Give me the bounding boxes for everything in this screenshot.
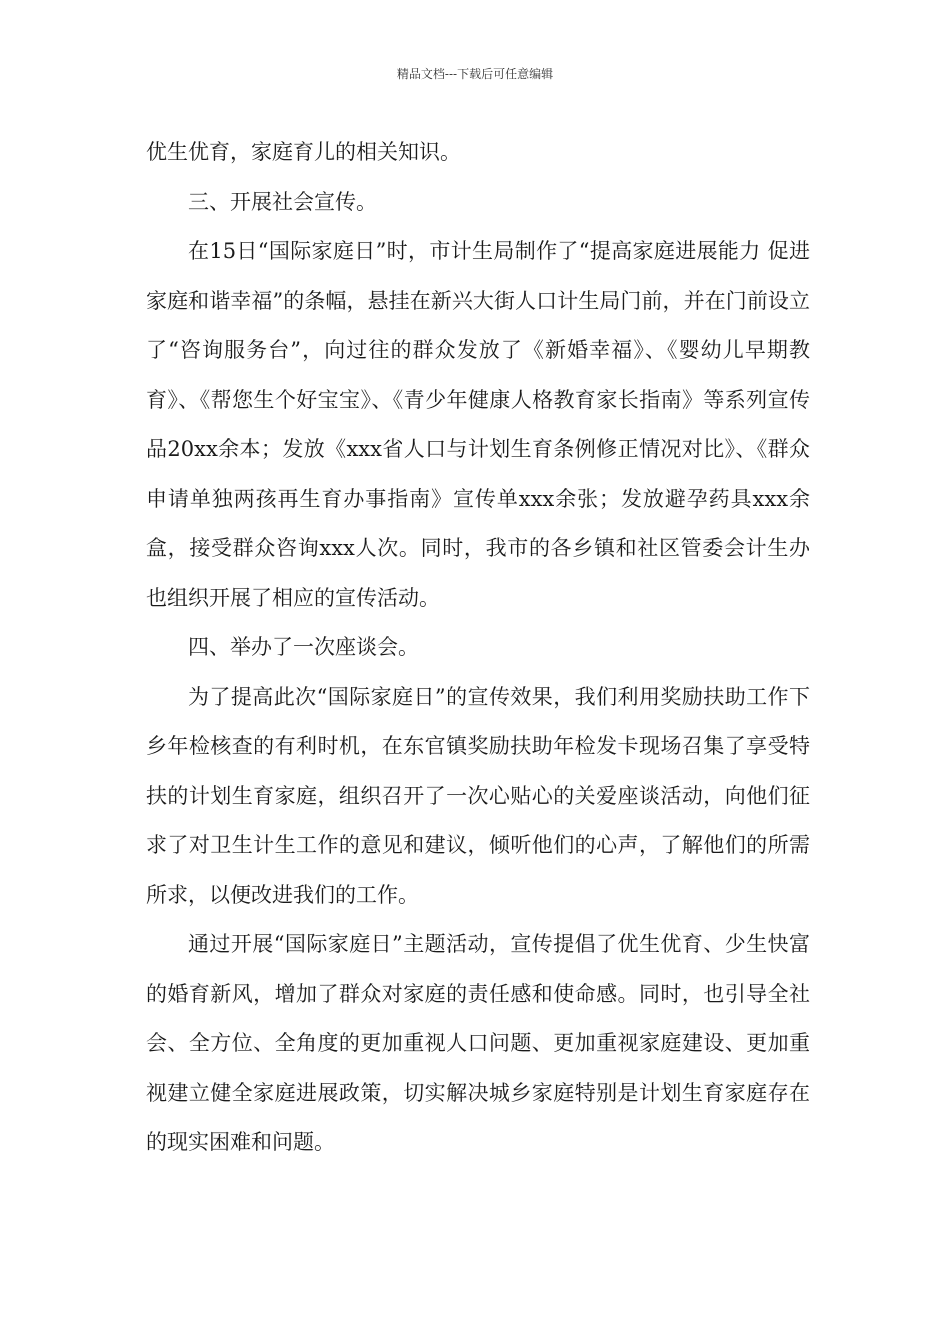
document-body (146, 128, 810, 1168)
paragraph-summary: 通过开展“国际家庭日”主题活动，宣传提倡了优生优育、少生快富的婚育新风，增加了群众对家庭的责任感和使命感。同时，也引导全社会、全方位、全角度的更加重视人口问题、更加重视家庭建设、更加重视建立健全家庭进展政策，切实解决城乡家庭特别是计划生育家庭存在的现实困难和问题。 (146, 932, 810, 1154)
section-heading-4: 四、举办了一次座谈会。 (188, 635, 419, 659)
paragraph-publicity: 在15日“国际家庭日”时，市计生局制作了“提高家庭进展能力 促进家庭和谐幸福”的条幅，悬挂在新兴大街人口计生局门前，并在门前设立了“咨询服务台”，向过往的群众发放了《新婚幸福》、《婴幼儿早期教育》、《帮您生个好宝宝》、《青少年健康人格教育家长指南》等系列宣传品20xx余本；发放《xxx省人口与计划生育条例修正情况对比》、《群众申请单独两孩再生育办事指南》宣传单xxx余张；发放避孕药具xxx余盒，接受群众咨询xxx人次。同时，我市的各乡镇和社区管委会计生办也组织开展了相应的宣传活动。 (146, 239, 810, 610)
section-heading-3: 三、开展社会宣传。 (188, 189, 377, 214)
paragraph-continuation: 优生优育，家庭育儿的相关知识。 (146, 140, 461, 164)
page-header: 精品文档---下载后可任意编辑 (396, 67, 554, 81)
paragraph-symposium: 为了提高此次“国际家庭日”的宣传效果，我们利用奖励扶助工作下乡年检核查的有利时机，在东官镇奖励扶助年检发卡现场召集了享受特扶的计划生育家庭，组织召开了一次心贴心的关爱座谈活动，向他们征求了对卫生计生工作的意见和建议，倾听他们的心声，了解他们的所需所求，以便改进我们的工作。 (146, 684, 810, 907)
